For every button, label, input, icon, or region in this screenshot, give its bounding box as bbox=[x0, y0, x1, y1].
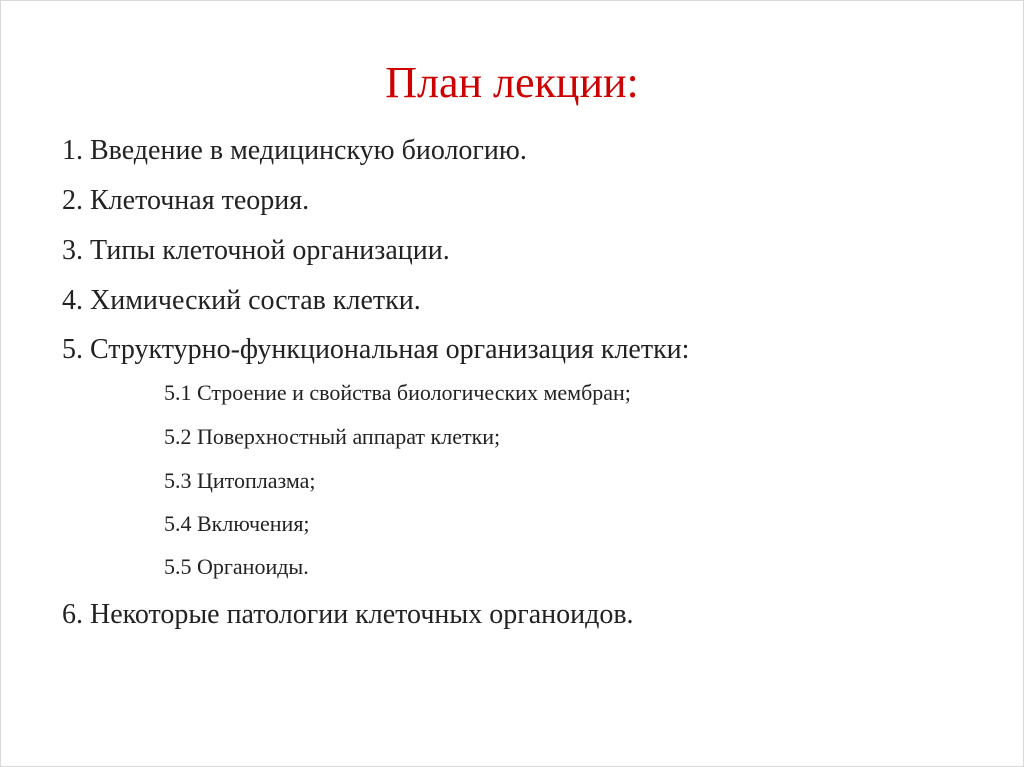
slide-title: План лекции: bbox=[385, 58, 639, 107]
plan-subitem-5-4: 5.4 Включения; bbox=[164, 511, 310, 536]
plan-item-6: 6. Некоторые патологии клеточных органоидов. bbox=[62, 599, 634, 630]
plan-item-2: 2. Клеточная теория. bbox=[62, 185, 310, 216]
plan-item-1: 1. Введение в медицинскую биологию. bbox=[62, 135, 527, 166]
plan-subitem-5-2: 5.2 Поверхностный аппарат клетки; bbox=[164, 424, 501, 449]
plan-item-5: 5. Структурно-функциональная организация клетки: bbox=[62, 334, 690, 365]
plan-subitem-5-3: 5.3 Цитоплазма; bbox=[164, 468, 316, 493]
plan-subitem-5-1: 5.1 Строение и свойства биологических мембран; bbox=[164, 380, 631, 405]
plan-item-4: 4. Химический состав клетки. bbox=[62, 285, 421, 316]
plan-subitem-5-5: 5.5 Органоиды. bbox=[164, 554, 309, 579]
plan-item-3: 3. Типы клеточной организации. bbox=[62, 235, 450, 266]
